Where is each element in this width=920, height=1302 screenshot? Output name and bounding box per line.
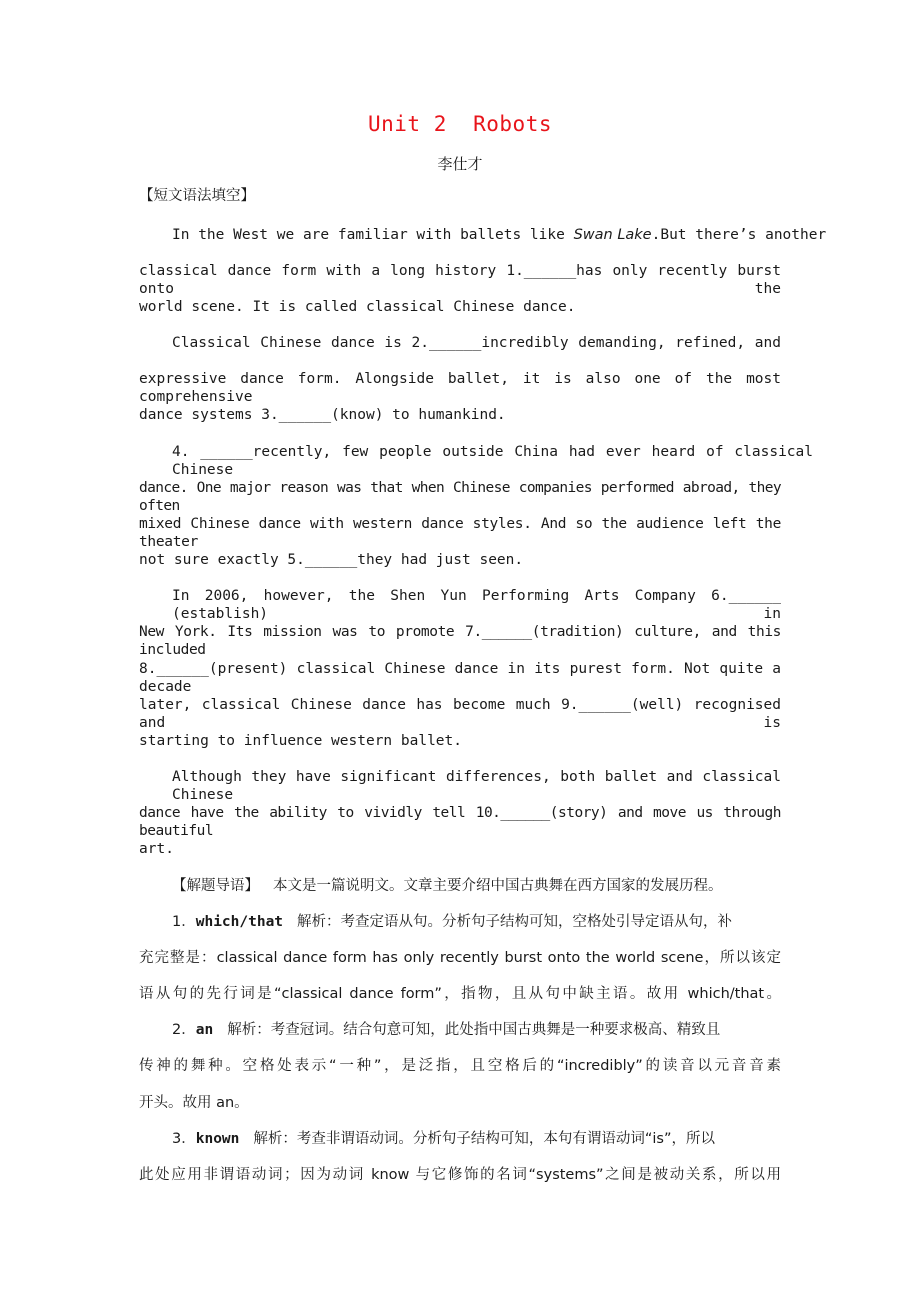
passage-text: In the West we are familiar with ballets like <box>172 227 574 243</box>
passage-line: New York. Its mission was to promote 7.______(tradition) culture, and this included <box>139 624 781 658</box>
passage-line: classical dance form with a long history 1.______has only recently burst onto the <box>139 263 781 297</box>
passage-line: In 2006, however, the Shen Yun Performing Arts Company 6.______ (establish) in <box>172 588 781 622</box>
answer-number: 2． <box>172 1022 196 1038</box>
analysis-line: 此处应用非谓语动词；因为动词 know 与它修饰的名词“systems”之间是被动关系，所以用 <box>139 1167 781 1183</box>
passage-line: dance. One major reason was that when Chinese companies performed abroad, they often <box>139 480 781 514</box>
analysis-line: 语从句的先行词是“classical dance form”，指物，且从句中缺主语。故用 which/that。 <box>139 986 781 1002</box>
answer-1-analysis: 解析：考查定语从句。分析句子结构可知，空格处引导定语从句，补 <box>297 914 733 930</box>
analysis-line: 传神的舞种。空格处表示“一种”，是泛指，且空格后的“incredibly”的读音以元音音素 <box>139 1058 781 1074</box>
passage-line: 4. ______recently, few people outside China had ever heard of classical Chinese <box>172 444 813 478</box>
author-name: 李仕才 <box>437 155 483 173</box>
analysis-line: 开头。故用 an。 <box>139 1095 249 1111</box>
intro-text: 本文是一篇说明文。文章主要介绍中国古典舞在西方国家的发展历程。 <box>273 878 723 894</box>
passage-line: Classical Chinese dance is 2.______incredibly demanding, refined, and <box>172 335 781 351</box>
intro-label: 【解题导语】 <box>172 878 259 894</box>
passage-line: art. <box>139 841 174 857</box>
passage-line: 8.______(present) classical Chinese dance in its purest form. Not quite a decade <box>139 661 781 695</box>
passage-text: .But there’s another <box>651 227 827 243</box>
passage-line: dance systems 3.______(know) to humankind. <box>139 407 506 423</box>
passage-line: mixed Chinese dance with western dance styles. And so the audience left the theater <box>139 516 781 550</box>
answer-2-analysis: 解析：考查冠词。结合句意可知，此处指中国古典舞是一种要求极高、精致且 <box>227 1022 721 1038</box>
page-title: Unit 2 Robots <box>367 112 552 136</box>
answer-1-line <box>172 913 732 931</box>
passage-line: Although they have significant differences, both ballet and classical Chinese <box>172 769 781 803</box>
passage-line: world scene. It is called classical Chinese dance. <box>139 299 576 315</box>
passage-line: expressive dance form. Alongside ballet, it is also one of the most comprehensive <box>139 371 781 405</box>
answer-2: an <box>195 1022 214 1038</box>
answer-number: 1． <box>172 914 196 930</box>
passage-line: dance have the ability to vividly tell 10.______(story) and move us through beautiful <box>139 805 781 839</box>
answer-1: which/that <box>195 914 284 930</box>
answer-3-line <box>172 1130 715 1148</box>
passage-line: not sure exactly 5.______they had just seen. <box>139 552 524 568</box>
passage-line: starting to influence western ballet. <box>139 733 463 749</box>
analysis-line: 充完整是：classical dance form has only recently burst onto the world scene，所以该定 <box>139 950 781 966</box>
explanation-intro <box>172 877 723 895</box>
passage-line <box>172 226 826 244</box>
section-heading: 【短文语法填空】 <box>139 188 255 204</box>
italic-title: Swan Lake <box>573 227 652 243</box>
answer-3: known <box>195 1131 240 1147</box>
answer-2-line <box>172 1021 720 1039</box>
answer-3-analysis: 解析：考查非谓语动词。分析句子结构可知，本句有谓语动词“is”，所以 <box>253 1131 715 1147</box>
passage-line: later, classical Chinese dance has become much 9.______(well) recognised and is <box>139 697 781 731</box>
answer-number: 3． <box>172 1131 196 1147</box>
